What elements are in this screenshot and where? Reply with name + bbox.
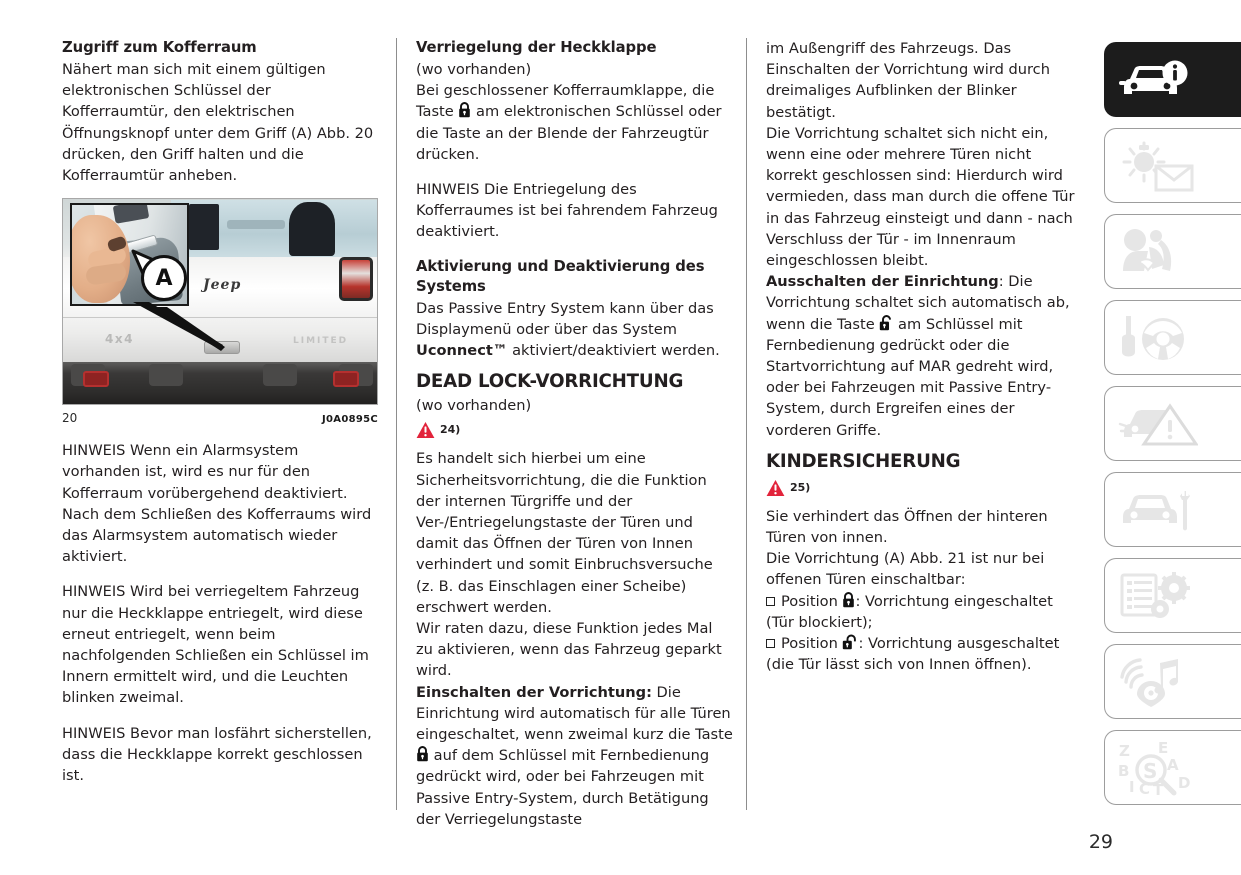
paragraph-vorrichtung-nicht-ein: Die Vorrichtung schaltet sich nicht ein, wenn eine oder mehrere Türen nicht korrekt geschlossen sind: Hierdurch wird vermieden, dass man durch die offene Tür in das Fahrzeug einsteigt und dann - nach Verschluss der Tür - im Innenraum eingeschlossen bleibt. [766,124,1075,270]
sidebar-item-emergency[interactable] [1104,386,1241,461]
sidebar-item-dashboard[interactable] [1104,128,1241,203]
svg-text:E: E [1158,739,1169,757]
figure-number: 20 [62,411,78,426]
paragraph-aussengriff: im Außengriff des Fahrzeugs. Das Einschalten der Vorrichtung wird durch dreimaliges Aufblinken der Blinker bestätigt. [766,40,1050,121]
sidebar-item-car-info[interactable] [1104,42,1241,117]
page-number: 29 [1088,831,1113,853]
safety-airbag-icon [1118,227,1192,277]
multimedia-icon [1118,657,1190,707]
padlock-open-icon [842,634,858,650]
square-bullet-icon [766,597,775,606]
svg-text:Z: Z [1119,741,1130,760]
svg-text:S: S [1143,758,1158,783]
svg-text:D: D [1178,773,1191,792]
section-heading-zugriff: Zugriff zum Kofferraum [62,39,257,56]
sidebar-item-index[interactable] [1104,730,1241,805]
sidebar-item-start-drive[interactable] [1104,300,1241,375]
padlock-open-icon [879,315,893,331]
note-entriegelung: HINWEIS Die Entriegelung des Kofferraumes ist bei fahrendem Fahrzeug deaktiviert. [416,181,718,241]
einschalten-label: Einschalten der Vorrichtung: [416,683,652,701]
warning-triangle-icon [416,421,435,445]
list-item-position-unlocked [766,633,1082,675]
paragraph-ausschalten [766,271,1082,441]
sidebar-item-safety[interactable] [1104,214,1241,289]
padlock-closed-icon [416,746,429,762]
paragraph-einschalten-part2: auf dem Schlüssel mit Fernbedienung gedrückt wird, oder bei Fahrzeugen mit Passive Entry-System, durch Betätigung der Verriegelungstaste [416,747,710,828]
figure-20 [62,198,378,428]
paragraph-raten: Wir raten dazu, diese Funktion jedes Mal zu aktivieren, wenn das Fahrzeug geparkt wird. [416,620,722,680]
figure-code: J0A0895C [322,414,378,426]
4x4-badge: 4x4 [105,332,134,347]
key-steering-icon [1118,314,1194,362]
technical-data-icon [1118,571,1194,621]
figure-photo-rear-tailgate [62,198,378,405]
warning-ref-24 [416,420,734,445]
square-bullet-icon [766,639,775,648]
svg-text:T: T [1153,780,1164,796]
chapter-title-dead-lock: DEAD LOCK-VORRICHTUNG [416,371,684,393]
paragraph-einschalten [416,682,734,830]
paragraph-passive-entry-part1: Das Passive Entry System kann über das Displaymenü oder über das System [416,299,714,338]
svg-text:C: C [1139,779,1151,796]
svg-text:A: A [1167,755,1179,774]
warning-ref-25 [766,478,1082,503]
leader-lines [63,199,378,405]
note-alarmsystem: HINWEIS Wenn ein Alarmsystem vorhanden ist, wird es nur für den Kofferraum vorübergehend deaktiviert. Nach dem Schließen des Kofferraums wird das Alarmsystem automatisch wieder aktiviert. [62,442,372,566]
paragraph-ausschalten-part1: : Die Vorrichtung schaltet sich automatisch ab, wenn die Taste [766,273,1070,333]
column-3 [766,38,1082,675]
padlock-closed-icon [458,102,471,118]
emergency-icon [1118,400,1198,448]
paragraph-verriegelung [416,80,734,165]
padlock-closed-icon [842,592,855,608]
paragraph-vorrichtung-abb21: Die Vorrichtung (A) Abb. 21 ist nur bei offenen Türen einschaltbar: [766,550,1045,589]
sidebar-item-maintenance[interactable] [1104,472,1241,547]
svg-text:B: B [1118,761,1130,780]
note-heckklappe: HINWEIS Wird bei verriegeltem Fahrzeug nur die Heckklappe entriegelt, wird diese erneut entriegelt, wenn beim nachfolgenden Schließen ein Schlüssel im Innern ermittelt wird, und die Leuchten blinken zweimal. [62,583,369,707]
column-divider-1 [396,38,397,810]
paragraph-einschalten-part1: Die Einrichtung wird automatisch für alle Türen eingeschaltet, wenn zweimal kurz die Taste [416,683,733,744]
jeep-badge: Jeep [203,277,242,294]
subtitle-wo-vorhanden-2: (wo vorhanden) [416,397,532,415]
subtitle-wo-vorhanden-1: (wo vorhanden) [416,61,532,78]
section-heading-aktivierung: Aktivierung und Deaktivierung des Systems [416,257,705,295]
paragraph-ausschalten-part2: am Schlüssel mit Fernbedienung gedrückt oder die Startvorrichtung auf MAR gedreht wird, oder bei Fahrzeugen mit Passive Entry-System, durch Ergreifen eines der vorderen Griffe. [766,315,1054,439]
paragraph-verriegelung-part1: Bei geschlossener Kofferraumklappe, die Taste [416,82,715,121]
section-heading-verriegelung: Verriegelung der Heckklappe [416,39,657,56]
bullet2-label: Position [781,635,838,653]
column-1 [62,38,378,786]
warning-triangle-icon [766,479,785,503]
ausschalten-label: Ausschalten der Einrichtung [766,273,999,291]
figure-caption [62,408,378,428]
paragraph-zugriff: Nähert man sich mit einem gültigen elektronischen Schlüssel der Kofferraumtür, den elektrischen Öffnungsknopf unter dem Griff (A) Abb. 20 drücken, den Griff halten und die Kofferraumtür anheben. [62,61,374,185]
limited-badge: LIMITED [293,336,349,347]
bullet1-label: Position [781,592,838,610]
paragraph-passive-entry-part2: aktiviert/deaktiviert werden. [507,342,720,360]
maintenance-icon [1118,487,1196,533]
paragraph-verhindert-oeffnen: Sie verhindert das Öffnen der hinteren Türen von innen. [766,507,1048,547]
bullet2-text: : Vorrichtung ausgeschaltet (die Tür lässt sich von Innen öffnen). [766,635,1060,674]
bullet1-text: : Vorrichtung eingeschaltet (Tür blockiert); [766,592,1053,631]
list-item-position-locked [766,591,1082,633]
car-info-icon [1118,58,1192,102]
warning-ref-number-25: 25) [790,480,811,494]
sidebar-item-technical-data[interactable] [1104,558,1241,633]
paragraph-passive-entry [416,298,734,362]
column-divider-2 [746,38,747,810]
note-losfahrt: HINWEIS Bevor man losfährt sicherstellen, dass die Heckklappe korrekt geschlossen ist. [62,724,372,785]
dashboard-mail-icon [1118,140,1198,192]
warning-ref-number-24: 24) [440,423,461,437]
section-tab-bar[interactable] [1104,42,1241,816]
callout-a: A [141,255,187,301]
column-2 [416,38,734,830]
uconnect-label: Uconnect™ [416,342,508,360]
sidebar-item-multimedia[interactable] [1104,644,1241,719]
paragraph-sicherheitsvorrichtung: Es handelt sich hierbei um eine Sicherheitsvorrichtung, die die Funktion der internen Türgriffe und der Ver-/Entriegelungstaste der Türen und damit das Öffnen der Türen von Innen verhindert und somit Einbruchsversuche (z. B. das Einschlagen einer Scheibe) erschwert werden. [416,450,713,616]
svg-text:I: I [1129,777,1135,796]
index-search-icon [1118,740,1208,796]
chapter-title-kindersicherung: KINDERSICHERUNG [766,450,961,472]
paragraph-verriegelung-part2: am elektronischen Schlüssel oder die Taste an der Blende der Fahrzeugtür drücken. [416,103,722,163]
